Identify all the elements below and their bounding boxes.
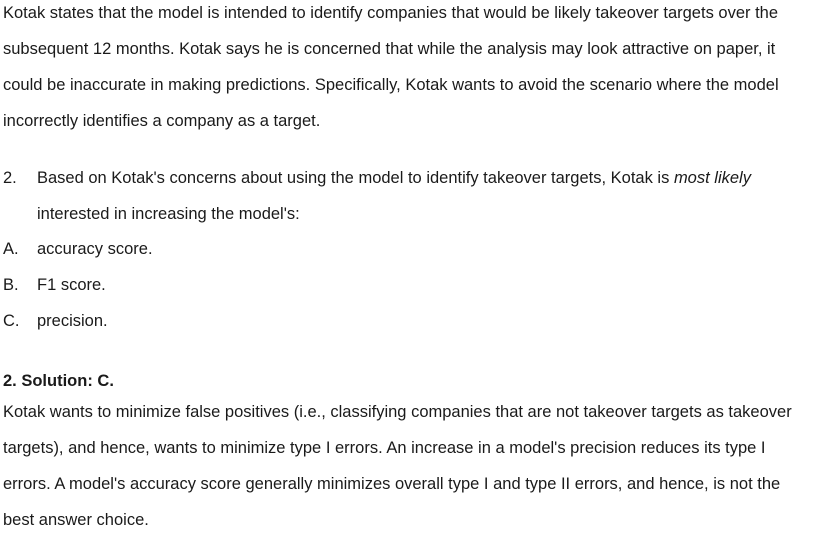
question-italic-text: most likely bbox=[673, 169, 751, 187]
option-a-text: accuracy score. bbox=[37, 240, 153, 258]
option-c-letter: C. bbox=[3, 312, 20, 330]
option-b-letter: B. bbox=[3, 276, 19, 294]
solution-heading: 2. Solution: C. bbox=[3, 372, 114, 390]
question-2 bbox=[3, 160, 803, 232]
option-b-text: F1 score. bbox=[37, 276, 106, 294]
option-c bbox=[3, 303, 403, 339]
question-text-part-2: interested in increasing the model's: bbox=[37, 205, 300, 223]
question-number: 2. bbox=[3, 169, 17, 187]
question-text bbox=[37, 160, 803, 232]
intro-paragraph: Kotak states that the model is intended to identify companies that would be likely takeover targets over the subsequent 12 months. Kotak says he is concerned that while the analysis may look attractive on paper, it could be inaccurate in making predictions. Specifically, Kotak wants to avoid the scenario where the model incorrectly identifies a company as a target. bbox=[3, 4, 779, 130]
option-c-text: precision. bbox=[37, 312, 108, 330]
option-b bbox=[3, 267, 403, 303]
option-a-letter: A. bbox=[3, 240, 19, 258]
solution-explanation: Kotak wants to minimize false positives (i.e., classifying companies that are not takeover targets as takeover targets), and hence, wants to minimize type I errors. An increase in a model's precision reduces its type I errors. A model's accuracy score generally minimizes overall type I and type II errors, and hence, is not the best answer choice. bbox=[3, 403, 792, 529]
option-a bbox=[3, 231, 403, 267]
question-text-part-1: Based on Kotak's concerns about using the model to identify takeover targets, Kotak is bbox=[37, 169, 674, 187]
